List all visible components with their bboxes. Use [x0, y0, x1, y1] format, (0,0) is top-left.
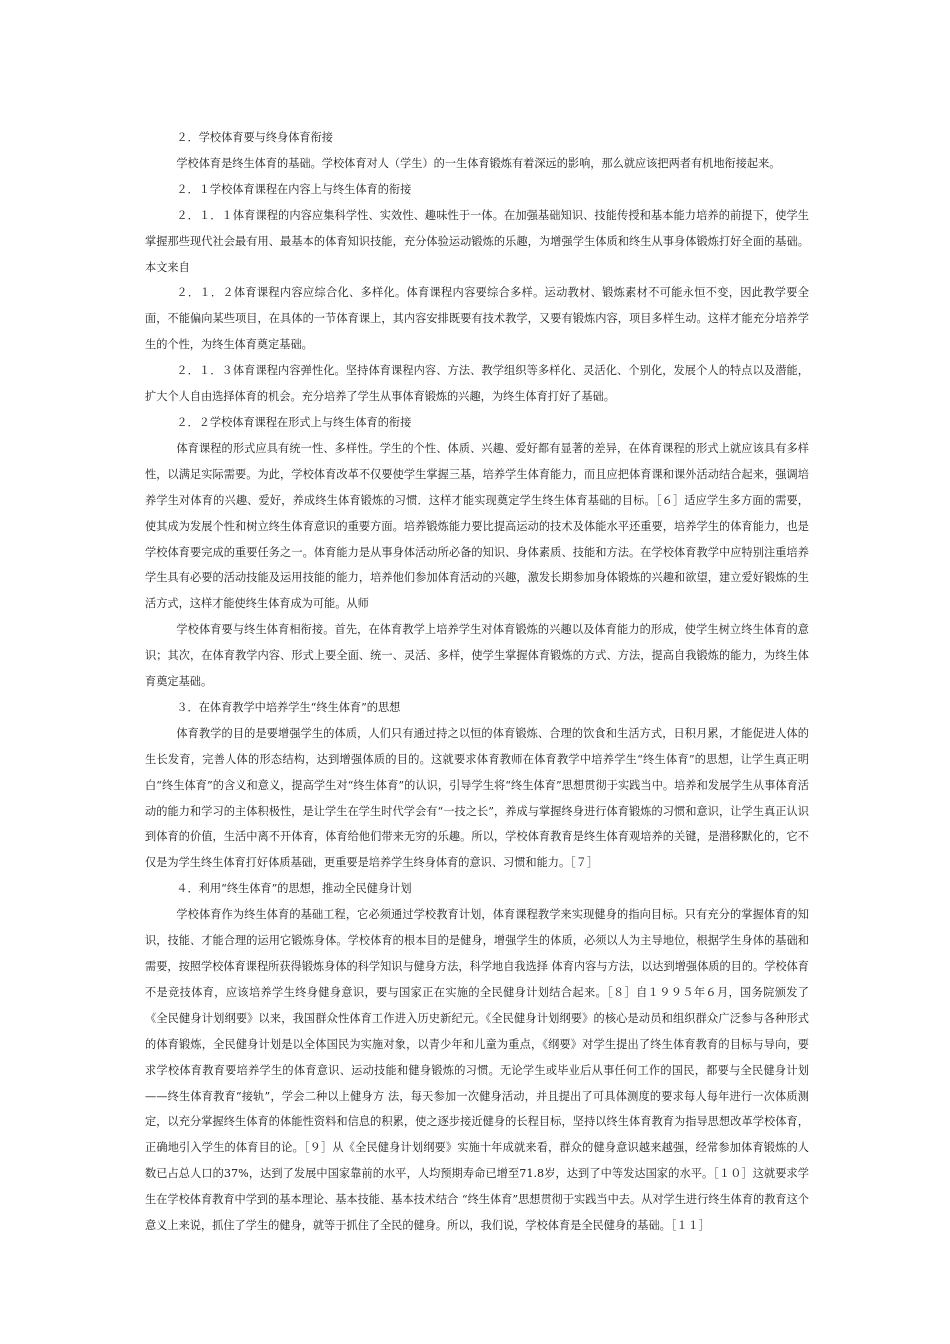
body-paragraph: 体育教学的目的是要增强学生的体质，人们只有通过持之以恒的体育锻炼、合理的饮食和生活方式，日积月累，才能促进人体的生长发育，完善人体的形态结构，达到增强体质的目的。这就要求体育教师在体育教学中培养学生“终生体育”的思想，让学生真正明白“终生体育”的含义和意义，提高学生对“终生体育”的认识，引导学生将“终生体育”思想贯彻于实践当中。培养和发展学生从事体育活动的能力和学习的主体积极性，是让学生在学生时代学会有“一技之长”，养成与掌握终身进行体育锻炼的习惯和意识，让学生真正认识到体育的价值，生活中离不开体育，体育给他们带来无穷的乐趣。所以，学校体育教育是终生体育观培养的关键，是潜移默化的，它不仅是为学生终生体育打好体质基础，更重要是培养学生终身体育的意识、习惯和能力。［７］: [145, 726, 809, 870]
body-paragraph: ２．１．３体育课程内容弹性化。坚持体育课程内容、方法、教学组织等多样化、灵活化、个别化，发展个人的特点以及潜能，扩大个人自由选择体育的机会。充分培养了学生从事体育锻炼的兴趣，为终生体育打好了基础。: [145, 364, 809, 404]
body-paragraph: 体育课程的形式应具有统一性、多样性。学生的个性、体质、兴趣、爱好都有显著的差异，在体育课程的形式上就应该具有多样性，以满足实际需要。为此，学校体育改革不仅要使学生掌握三基，培养学生体育能力，而且应把体育课和课外活动结合起来，强调培养学生对体育的兴趣、爱好，养成终生体育锻炼的习惯．这样才能实现奠定学生终生体育基础的目标。［６］适应学生多方面的需要，使其成为发展个性和树立终生体育意识的重要方面。培养锻炼能力要比提高运动的技术及体能水平还重要，培养学生的体育能力，也是学校体育要完成的重要任务之一。体育能力是从事身体活动所必备的知识、身体素质、技能和方法。在学校体育教学中应特别注重培养学生具有必要的活动技能及运用技能的能力，培养他们参加体育活动的兴趣，激发长期参加身体锻炼的兴趣和欲望，建立爱好锻炼的生活方式，这样才能使终生体育成为可能。从师: [145, 441, 809, 611]
section-heading: ４．利用“终生体育”的思想，推动全民健身计划: [176, 882, 412, 896]
body-paragraph: 学校体育要与终生体育相衔接。首先，在体育教学上培养学生对体育锻炼的兴趣以及体育能力的形成，使学生树立终生体育的意识；其次，在体育教学内容、形式上要全面、统一、灵活、多样，使学生掌握体育锻炼的方式、方法，提高自我锻炼的能力，为终生体育奠定基础。: [145, 623, 809, 689]
document-body: [145, 125, 809, 1239]
subsection-heading: ２．２学校体育课程在形式上与终生体育的衔接: [176, 415, 412, 429]
body-paragraph: ２．１．２体育课程内容应综合化、多样化。体育课程内容要综合多样。运动教材、锻炼素材不可能永恒不变，因此教学要全面，不能偏向某些项目，在具体的一节体育课上，其内容安排既要有技术教学，又要有锻炼内容，项目多样生动。这样才能充分培养学生的个性，为终生体育奠定基础。: [145, 286, 809, 352]
subsection-heading: ２．１学校体育课程在内容上与终生体育的衔接: [176, 182, 412, 196]
section-heading: ２．学校体育要与终身体育衔接: [176, 131, 333, 144]
body-paragraph: ２．１．１体育课程的内容应集科学性、实效性、趣味性于一体。在加强基础知识、技能传授和基本能力培养的前提下，使学生掌握那些现代社会最有用、最基本的体育知识技能，充分体验运动锻炼的乐趣，为增强学生体质和终生从事身体锻炼打好全面的基础。本文来自: [145, 208, 809, 274]
section-heading: ３．在体育教学中培养学生“终生体育”的思想: [176, 700, 401, 714]
body-paragraph: 学校体育作为终生体育的基础工程，它必须通过学校教育计划，体育课程教学来实现健身的指向目标。只有充分的掌握体育的知识，技能、才能合理的运用它锻炼身体。学校体育的根本目的是健身，增强学生的体质，必须以人为主导地位，根据学生身体的基础和需要，按照学校体育课程所获得锻炼身体的科学知识与健身方法，科学地自我选择 体育内容与方法，以达到增强体质的目的。学校体育不是竞技体育，应该培养学生终身健身意识，要与国家正在实施的全民健身计划结合起来。［８］自１９９５年６月，国务院颁发了《全民健身计划纲要》以来，我国群众性体育工作进入历史新纪元。《全民健身计划纲要》的核心是动员和组织群众广泛参与各种形式的体育锻炼，全民健身计划是以全体国民为实施对象，以青少年和儿童为重点，《纲要》对学生提出了终生体育教育的目标与导向，要求学校体育教育要培养学生的体育意识、运动技能和健身锻炼的习惯。无论学生或毕业后从事任何工作的国民，都要与全民健身计划——终生体育教育“接轨”，学会二种以上健身方 法，每天参加一次健身活动，并且提出了可具体测度的要求每人每年进行一次体质测定，以充分掌握终生体育的体能性资料和信息的积累，使之逐步接近健身的长程目标，坚持以终生体育教育为指导思想改革学校体育，正确地引入学生的体育目的论。［９］从《全民健身计划纲要》实施十年成就来看，群众的健身意识越来越强，经常参加体育锻炼的人数已占总人口的37%，达到了发展中国家靠前的水平，人均预期寿命已增至71.8岁，达到了中等发达国家的水平。［１０］这就要求学生在学校体育教育中学到的基本理论、基本技能、基本技术结合 “终生体育”思想贯彻于实践当中去。从对学生进行终生体育的教育这个意义上来说，抓住了学生的健身，就等于抓住了全民的健身。所以，我们说，学校体育是全民健身的基础。［１１］: [145, 908, 809, 1233]
body-paragraph: 学校体育是终生体育的基础。学校体育对人（学生）的一生体育锻炼有着深远的影响，那么就应该把两者有机地衔接起来。: [176, 156, 781, 170]
